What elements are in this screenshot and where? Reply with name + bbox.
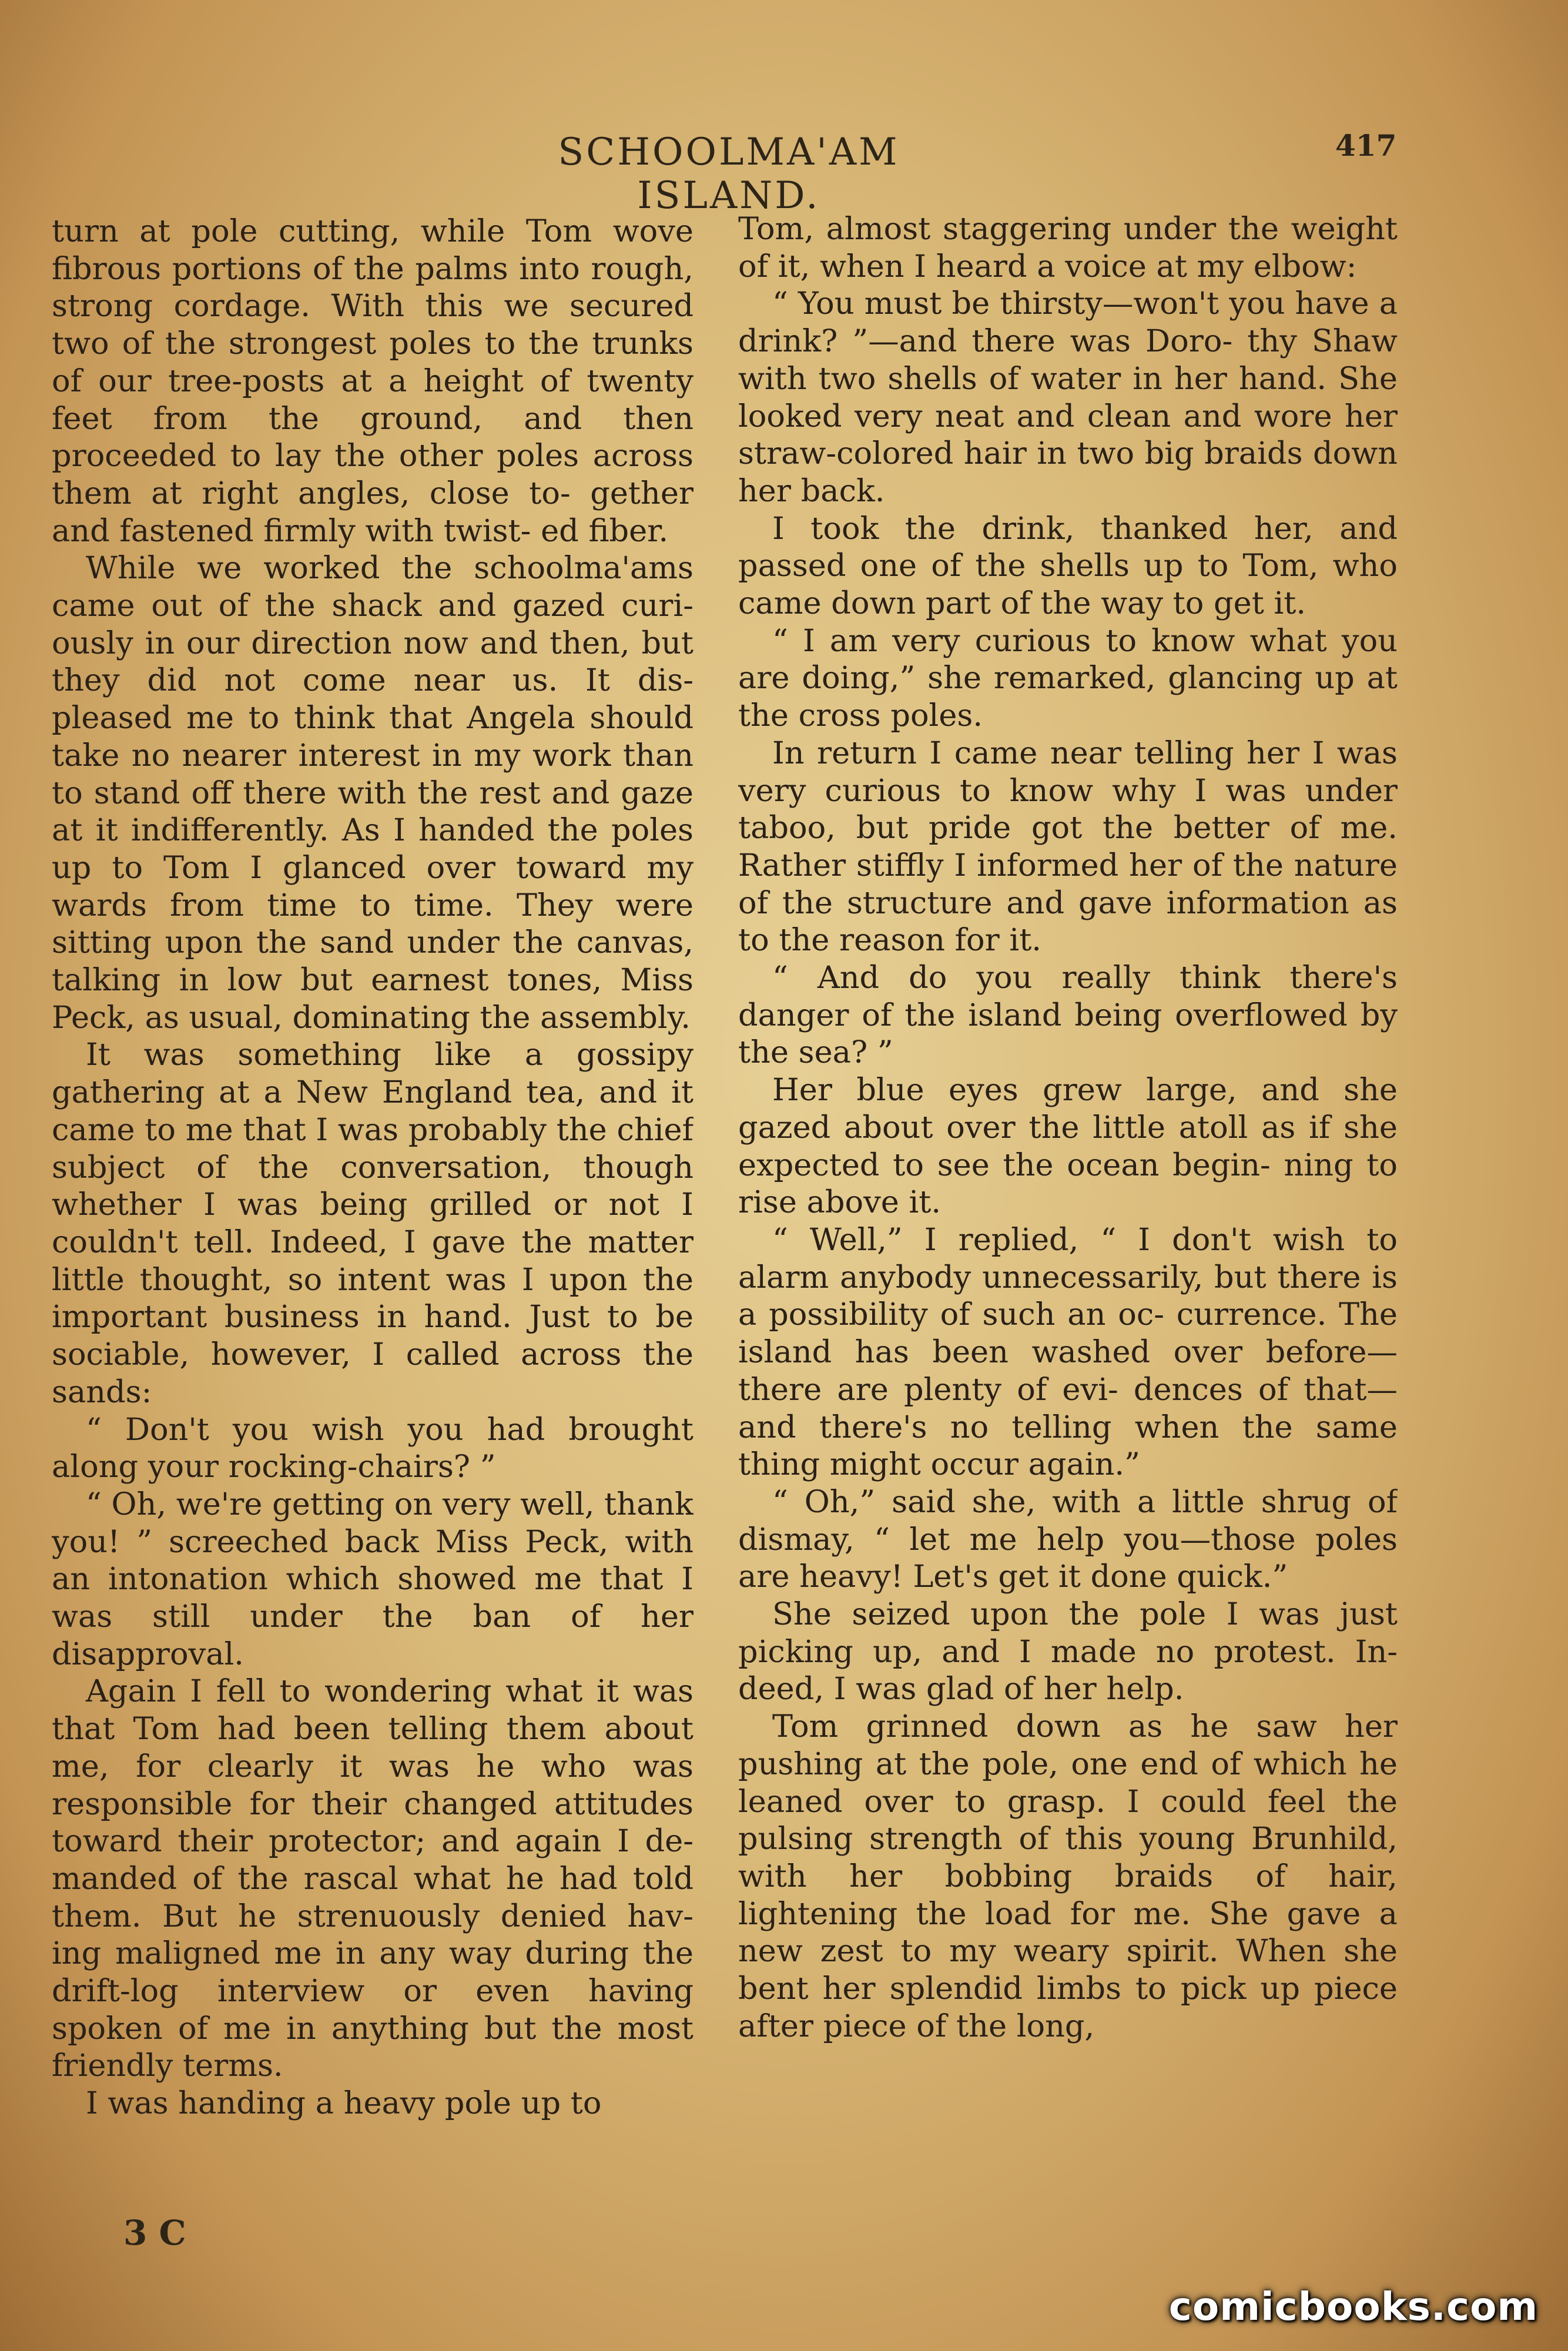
- paragraph: “ You must be thirsty—won't you have a drink? ”—and there was Doro- thy Shaw with two shells of water in her hand. She looked very neat and clean and wore her straw-colored hair in two big braids down her back.: [738, 286, 1398, 509]
- paragraph: Her blue eyes grew large, and she gazed about over the little atoll as if she expected to see the ocean begin- ning to rise above it.: [738, 1072, 1398, 1221]
- paragraph: I was handing a heavy pole up to: [86, 2085, 602, 2122]
- text-column-left: [52, 213, 693, 2199]
- paragraph: She seized upon the pole I was just picking up, and I made no protest. In- deed, I was glad of her help.: [738, 1596, 1398, 1707]
- paragraph: Tom, almost staggering under the weight of it, when I heard a voice at my elbow:: [738, 211, 1398, 284]
- running-title: SCHOOLMA'AM ISLAND.: [558, 130, 900, 217]
- paragraph: “ I am very curious to know what you are doing,” she remarked, glancing up at the cross poles.: [738, 622, 1398, 734]
- page-number: 417: [1335, 128, 1397, 163]
- paragraph: I took the drink, thanked her, and passed one of the shells up to Tom, who came down part of the way to get it.: [738, 510, 1398, 622]
- paragraph: “ Oh, we're getting on very well, thank you! ” screeched back Miss Peck, with an intonation which showed me that I was still under the ban of her disapproval.: [52, 1486, 693, 1672]
- paragraph: “ And do you really think there's danger of the island being overflowed by the sea? ”: [738, 960, 1398, 1071]
- paragraph: In return I came near telling her I was very curious to know why I was under taboo, but pride got the better of me. Rather stiffly I informed her of the nature of the structure and gave information as to the reason for it.: [738, 735, 1398, 959]
- paragraph: “ Oh,” said she, with a little shrug of dismay, “ let me help you—those poles are heavy! Let's get it done quick.”: [738, 1483, 1398, 1595]
- paragraph: turn at pole cutting, while Tom wove fibrous portions of the palms into rough, strong cordage. With this we secured two of the strongest poles to the trunks of our tree-posts at a height of twenty feet from the ground, and then proceeded to lay the other poles across them at right angles, close to- gether and fastened firmly with twist- ed fiber.: [52, 213, 693, 549]
- printer-signature-mark: 3 C: [123, 2213, 186, 2253]
- site-watermark: comicbooks.com: [1168, 2284, 1539, 2329]
- paragraph: While we worked the schoolma'ams came out of the shack and gazed curi- ously in our direction now and then, but they did not come near us. It dis- pleased me to think that Angela should take no nearer interest in my work than to stand off there with the rest and gaze at it indifferently. As I handed the poles up to Tom I glanced over toward my wards from time to time. They were sitting upon the sand under the canvas, talking in low but earnest tones, Miss Peck, as usual, dominating the assembly.: [52, 550, 693, 1036]
- paragraph: It was something like a gossipy gathering at a New England tea, and it came to me that I was probably the chief subject of the conversation, though whether I was being grilled or not I couldn't tell. Indeed, I gave the matter little thought, so intent was I upon the important business in hand. Just to be sociable, however, I called across the sands:: [52, 1037, 693, 1410]
- text-column-right: [738, 210, 1398, 2191]
- paragraph: Tom grinned down as he saw her pushing at the pole, one end of which he leaned over to grasp. I could feel the pulsing strength of this young Brunhild, with her bobbing braids of hair, lightening the load for me. She gave a new zest to my weary spirit. When she bent her splendid limbs to pick up piece after piece of the long,: [738, 1709, 1398, 2044]
- paragraph: “ Well,” I replied, “ I don't wish to alarm anybody unnecessarily, but there is a possibility of such an oc- currence. The island has been washed over before—there are plenty of evi- dences of that—and there's no telling when the same thing might occur again.”: [738, 1221, 1398, 1483]
- paragraph: “ Don't you wish you had brought along your rocking-chairs? ”: [52, 1411, 693, 1485]
- paragraph: Again I fell to wondering what it was that Tom had been telling them about me, for clearly it was he who was responsible for their changed attitudes toward their protector; and again I de- manded of the rascal what he had told them. But he strenuously denied hav- ing maligned me in any way during the drift-log interview or even having spoken of me in anything but the most friendly terms.: [52, 1673, 693, 2084]
